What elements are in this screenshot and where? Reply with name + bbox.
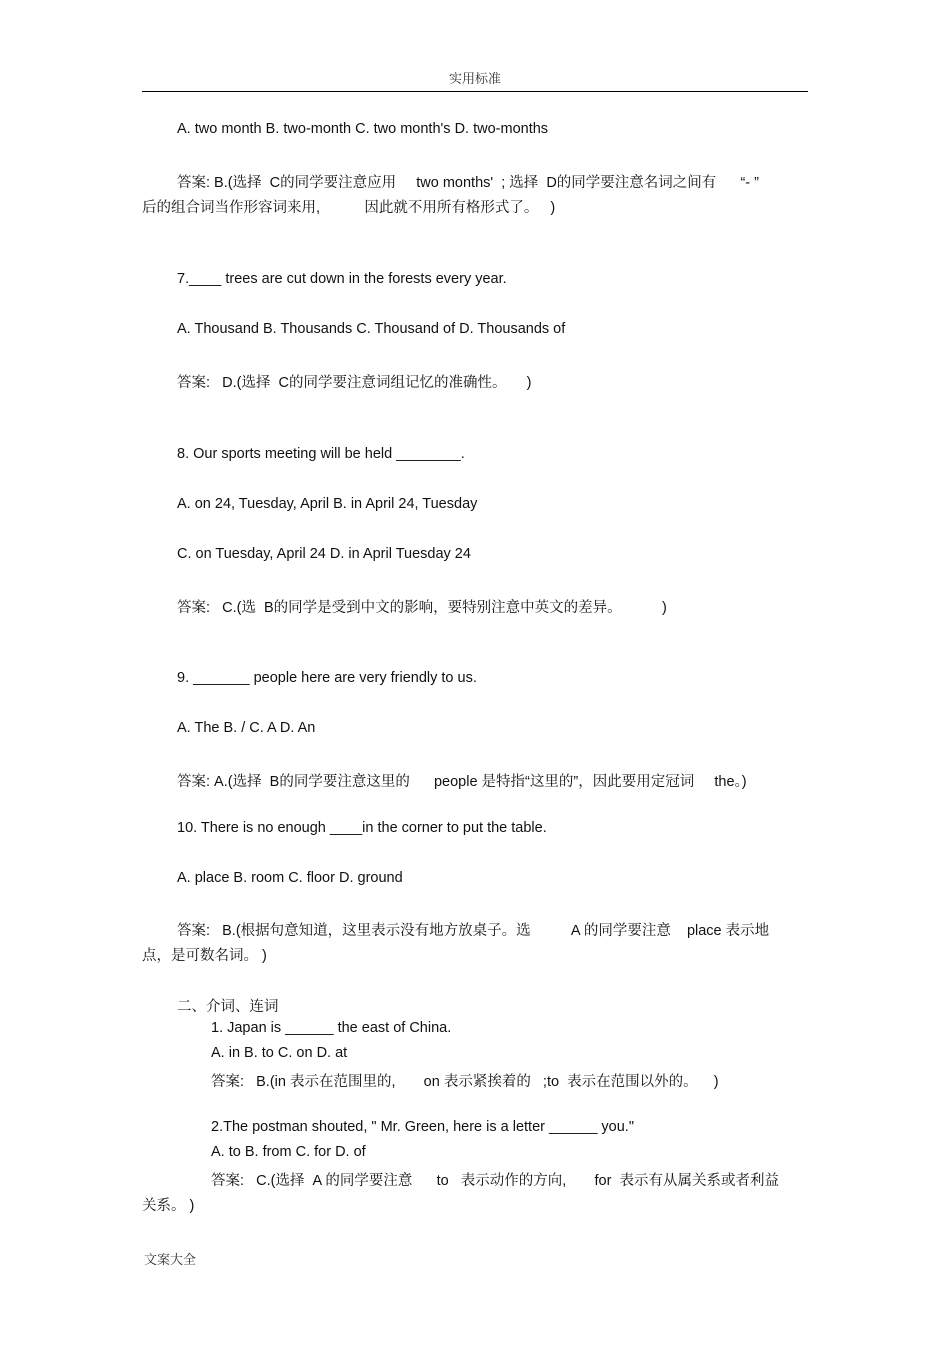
q10-answer-line1: 答案: B.(根据句意知道，这里表示没有地方放桌子。选 A 的同学要注意 place 表示地	[177, 923, 770, 939]
header-rule	[142, 91, 808, 92]
s2-q1-question: 1. Japan is ______ the east of China.	[211, 1020, 452, 1036]
s2-q1-options: A. in B. to C. on D. at	[211, 1045, 348, 1061]
q9-question: 9. _______ people here are very friendly to us.	[177, 670, 477, 686]
q10-answer-line2: 点，是可数名词。 )	[142, 948, 267, 964]
s2-q2-options: A. to B. from C. for D. of	[211, 1144, 366, 1160]
s2-q2-answer-line2: 关系。 )	[142, 1198, 195, 1214]
q7-question: 7.____ trees are cut down in the forests every year.	[177, 271, 507, 287]
s2-q2-question: 2.The postman shouted, " Mr. Green, here is a letter ______ you."	[211, 1119, 634, 1135]
q6-answer-line2: 后的组合词当作形容词来用, 因此就不用所有格形式了。 )	[142, 200, 556, 216]
page-footer: 文案大全	[144, 1252, 197, 1267]
page-header: 实用标准	[448, 71, 501, 86]
q8-options-cd: C. on Tuesday, April 24 D. in April Tuesday 24	[177, 546, 471, 562]
q8-options-ab: A. on 24, Tuesday, April B. in April 24, Tuesday	[177, 496, 478, 512]
q9-options: A. The B. / C. A D. An	[177, 720, 316, 736]
q7-answer: 答案: D.(选择 C的同学要注意词组记忆的准确性。 )	[177, 375, 532, 391]
q6-answer-line1: 答案: B.(选择 C的同学要注意应用 two months' ; 选择 D的同学要注意名词之间有 “- ”	[177, 175, 759, 191]
q6-options: A. two month B. two-month C. two month's D. two-months	[177, 121, 549, 137]
s2-q1-answer: 答案: B.(in 表示在范围里的, on 表示紧挨着的 ;to 表示在范围以外的。 )	[211, 1074, 719, 1090]
q10-options: A. place B. room C. floor D. ground	[177, 870, 403, 886]
q9-answer: 答案: A.(选择 B的同学要注意这里的 people 是特指“这里的”，因此要用定冠词 the。)	[177, 774, 747, 790]
s2-q2-answer-line1: 答案: C.(选择 A 的同学要注意 to 表示动作的方向, for 表示有从属关系或者利益	[211, 1173, 779, 1189]
section-heading: 二、介词、连词	[177, 999, 279, 1015]
q8-question: 8. Our sports meeting will be held ________.	[177, 446, 465, 462]
q8-answer: 答案: C.(选 B的同学是受到中文的影响，要特别注意中英文的差异。 )	[177, 600, 667, 616]
q7-options: A. Thousand B. Thousands C. Thousand of D. Thousands of	[177, 321, 566, 337]
q10-question: 10. There is no enough ____in the corner to put the table.	[177, 820, 547, 836]
